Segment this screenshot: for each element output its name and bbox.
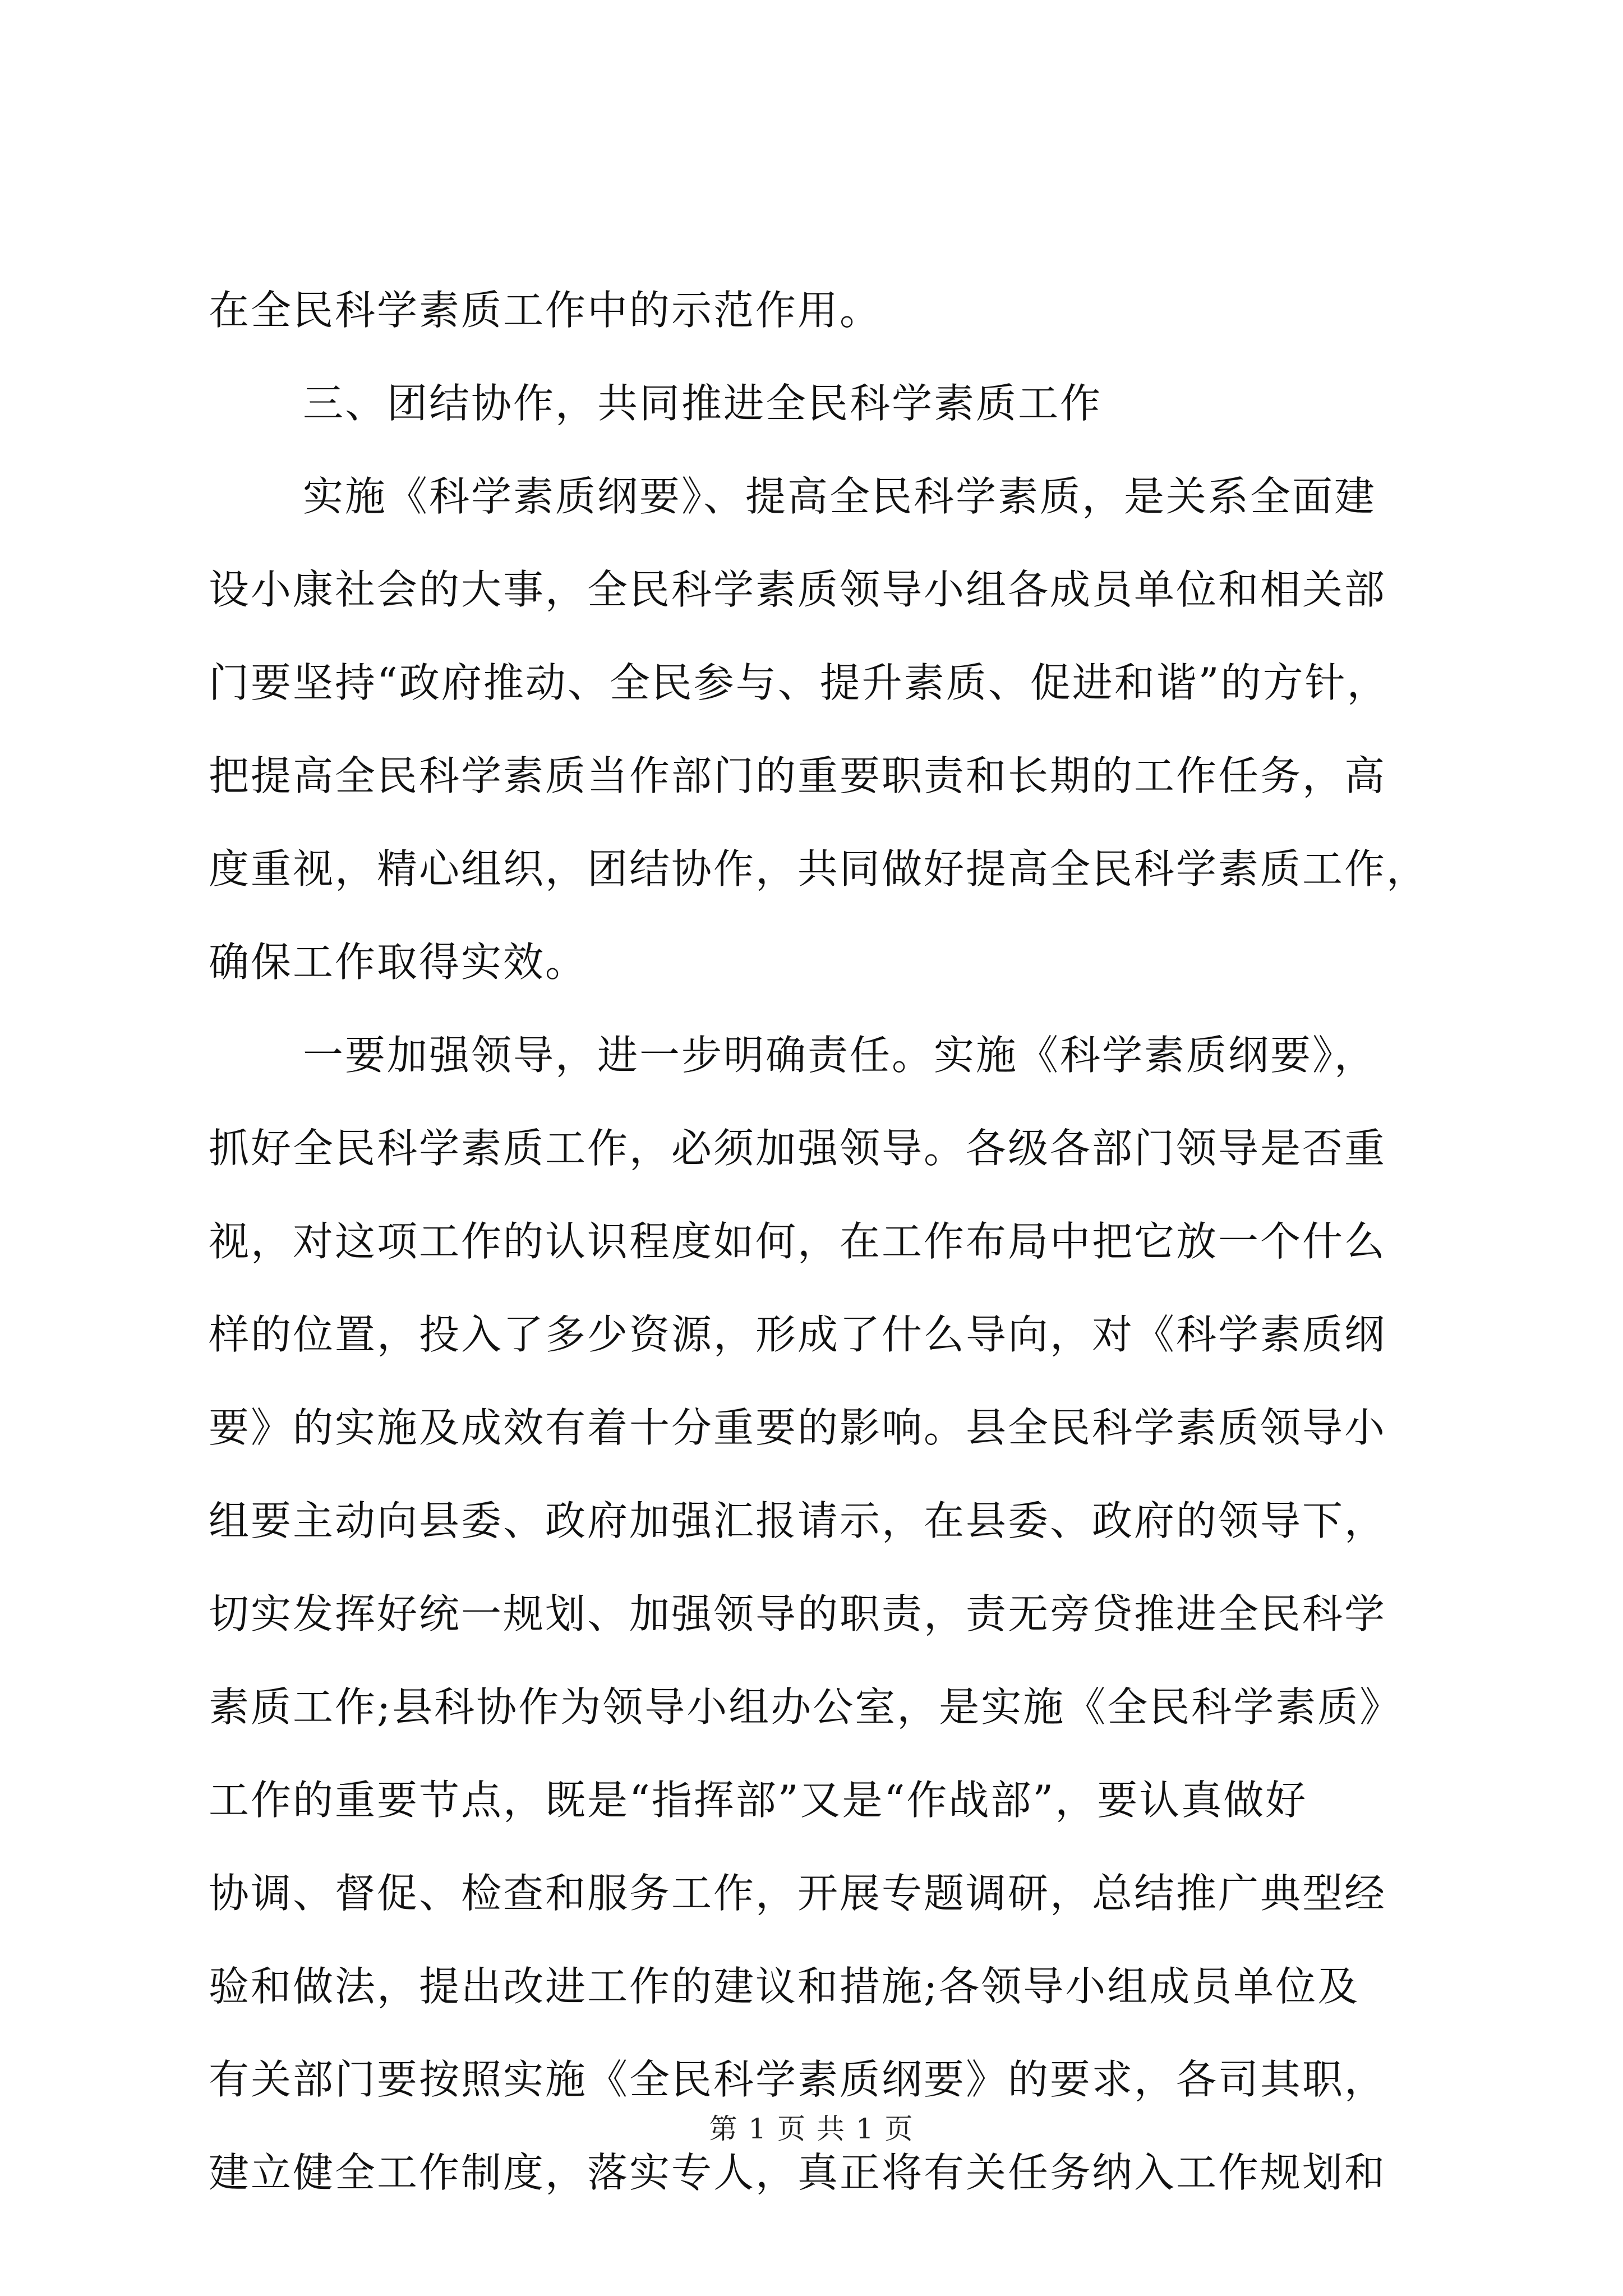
text-line: 门要坚持“政府推动、全民参与、提升素质、促进和谐”的方针，	[209, 659, 1389, 706]
text-line: 一要加强领导，进一步明确责任。实施《科学素质纲要》，	[303, 1032, 1377, 1079]
text-line: 组要主动向县委、政府加强汇报请示，在县委、政府的领导下，	[209, 1497, 1387, 1544]
text-line: 抓好全民科学素质工作，必须加强领导。各级各部门领导是否重	[209, 1125, 1387, 1172]
page-footer: 第 1 页 共 1 页	[709, 2113, 914, 2145]
text-line: 确保工作取得实效。	[209, 938, 588, 986]
text-line: 建立健全工作制度，落实专人，真正将有关任务纳入工作规划和	[209, 2149, 1387, 2196]
text-line: 验和做法，提出改进工作的建议和措施;各领导小组成员单位及	[209, 1963, 1360, 2010]
text-line: 实施《科学素质纲要》、提高全民科学素质，是关系全面建	[303, 473, 1377, 520]
text-line: 素质工作;县科协作为领导小组办公室，是实施《全民科学素质》	[209, 1683, 1402, 1731]
text-line: 视，对这项工作的认识程度如何，在工作布局中把它放一个什么	[209, 1218, 1387, 1265]
text-line: 度重视，精心组织，团结协作，共同做好提高全民科学素质工作，	[209, 845, 1429, 892]
text-line: 协调、督促、检查和服务工作，开展专题调研，总结推广典型经	[209, 1870, 1387, 1917]
text-line: 设小康社会的大事，全民科学素质领导小组各成员单位和相关部	[209, 566, 1387, 613]
text-line: 工作的重要节点，既是“指挥部”又是“作战部”，要认真做好	[209, 1777, 1308, 1824]
text-line: 样的位置，投入了多少资源，形成了什么导向，对《科学素质纲	[209, 1311, 1387, 1358]
text-line: 要》的实施及成效有着十分重要的影响。县全民科学素质领导小	[209, 1404, 1387, 1451]
text-line: 把提高全民科学素质当作部门的重要职责和长期的工作任务，高	[209, 752, 1387, 799]
text-line: 切实发挥好统一规划、加强领导的职责，责无旁贷推进全民科学	[209, 1590, 1387, 1637]
text-line: 三、团结协作，共同推进全民科学素质工作	[303, 380, 1103, 427]
text-line: 在全民科学素质工作中的示范作用。	[209, 287, 882, 334]
document-body	[209, 264, 1429, 2219]
text-line: 有关部门要按照实施《全民科学素质纲要》的要求，各司其职，	[209, 2056, 1387, 2103]
